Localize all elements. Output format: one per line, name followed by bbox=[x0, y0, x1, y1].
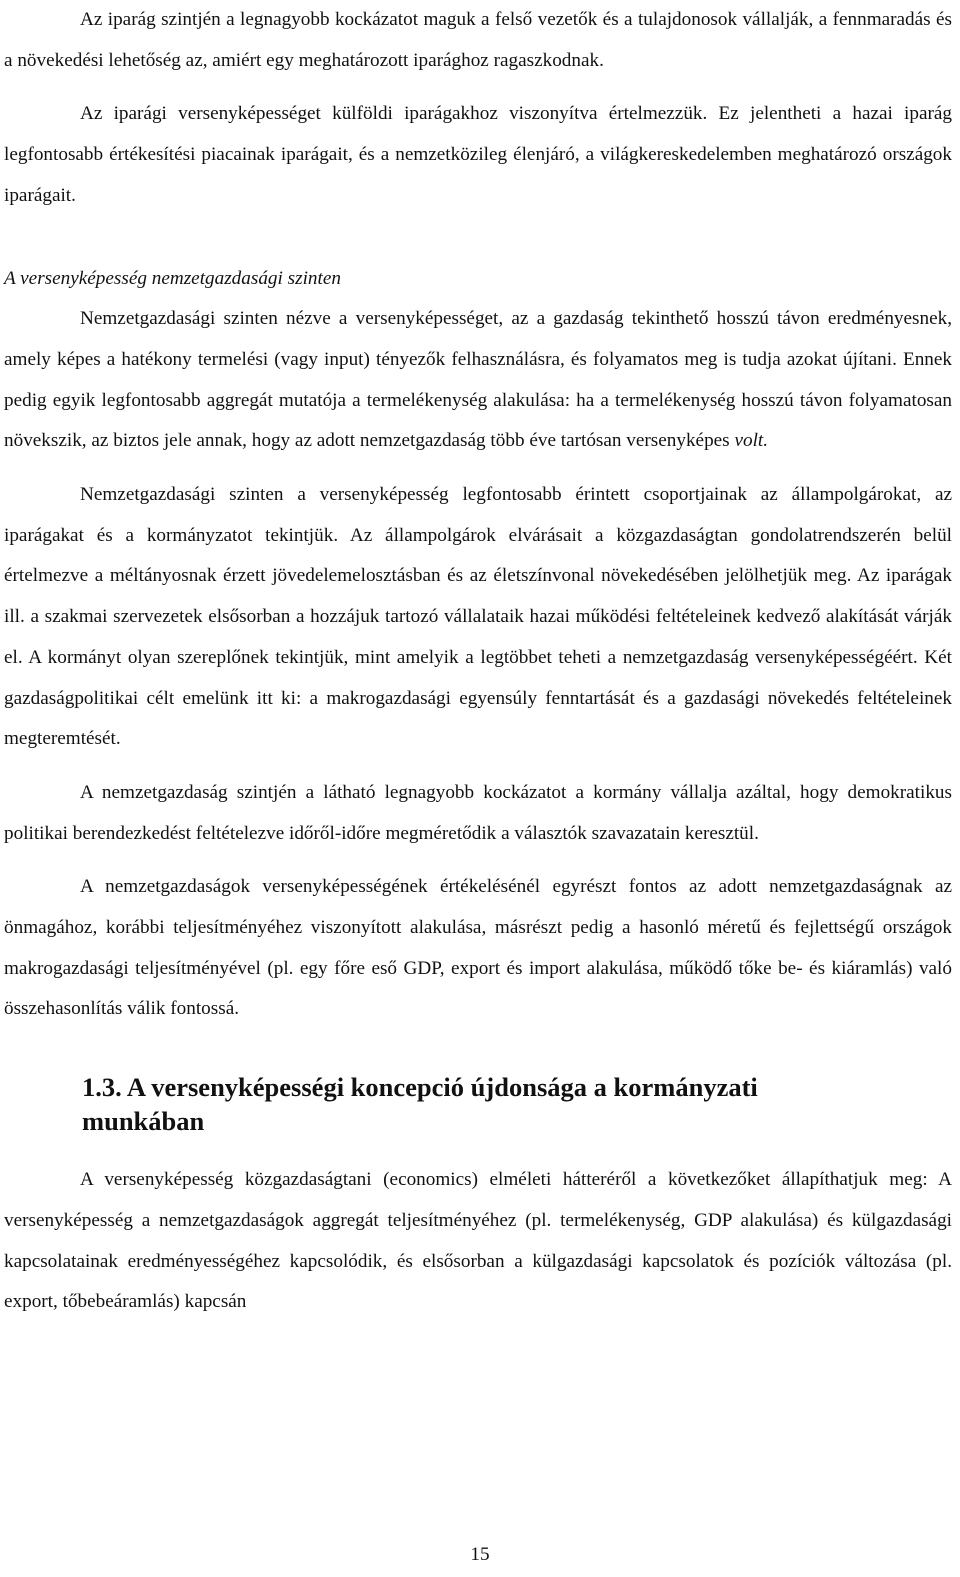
paragraph-national-level-italic: volt. bbox=[734, 430, 769, 452]
subheading-national-level: A versenyképesség nemzetgazdasági szinten bbox=[4, 267, 341, 289]
paragraph-government-risk: A nemzetgazdaság szintjén a látható legnagyobb kockázatot a kormány vállalja azáltal, hogy demokratikus politikai berendezkedést feltételezve időről-időre megméretődik a választók szavazatain keresztül. bbox=[4, 781, 952, 844]
paragraph-theory: A versenyképesség közgazdaságtani (economics) elméleti hátteréről a következőket állapíthatjuk meg: A versenyképesség a nemzetgazdaságok aggregát teljesítményéhez (pl. termelékenység, GDP alakulása) és külgazdasági kapcsolatainak eredményességéhez kapcsolódik, és elsősorban a külgazdasági kapcsolatok és pozíciók változása (pl. export, tőbebeáramlás) kapcsán bbox=[4, 1169, 952, 1313]
paragraph-national-level bbox=[4, 299, 952, 462]
paragraph-national-level-text: Nemzetgazdasági szinten nézve a versenyképességet, az a gazdaság tekinthető hosszú távon eredményesnek, amely képes a hatékony termelési (vagy input) tényezők felhasználásra, és folyamatos meg is tudja azokat újítani. Ennek pedig egyik legfontosabb aggregát mutatója a termelékenység alakulása: ha a termelékenység hosszú távon folyamatosan növekszik, az biztos jele annak, hogy az adott nemzetgazdaság több éve tartósan versenyképes bbox=[4, 308, 952, 452]
paragraph-evaluation: A nemzetgazdaságok versenyképességének értékelésénél egyrészt fontos az adott nemzetgazdaságnak az önmagához, korábbi teljesítményéhez viszonyított alakulása, másrészt pedig a hasonló méretű és fejlettségű országok makrogazdasági teljesítményével (pl. egy főre eső GDP, export és import alakulása, működő tőke be- és kiáramlás) való összehasonlítás válik fontossá. bbox=[4, 876, 952, 1020]
section-number: 1.3. bbox=[82, 1072, 122, 1103]
paragraph-industry-risk: Az iparág szintjén a legnagyobb kockázatot maguk a felső vezetők és a tulajdonosok vállalják, a fennmaradás és a növekedési lehetőség az, amiért egy meghatározott iparághoz ragaszkodnak. bbox=[4, 9, 952, 71]
page-number: 15 bbox=[470, 1544, 490, 1565]
section-heading bbox=[82, 1070, 882, 1138]
document-page bbox=[4, 0, 952, 1323]
paragraph-industry-competitiveness: Az iparági versenyképességet külföldi iparágakhoz viszonyítva értelmezzük. Ez jelentheti a hazai iparág legfontosabb értékesítési piacainak iparágait, és a nemzetközileg élenjáró, a világkereskedelemben meghatározó országok iparágait. bbox=[4, 103, 952, 206]
paragraph-stakeholders: Nemzetgazdasági szinten a versenyképesség legfontosabb érintett csoportjainak az állampolgárokat, az iparágakat és a kormányzatot tekintjük. Az állampolgárok elvárásait a közgazdaságtan gondolatrendszerén belül értelmezve a méltányosnak érzett jövedelemelosztásban és az életszínvonal növekedésében jelölhetjük meg. Az iparágak ill. a szakmai szervezetek elsősorban a hozzájuk tartozó vállalataik hazai működési feltételeinek kedvező alakítását várják el. A kormányt olyan szereplőnek tekintjük, mint amelyik a legtöbbet teheti a nemzetgazdaság versenyképességéért. Két gazdaságpolitikai célt emelünk itt ki: a makrogazdasági egyensúly fenntartását és a gazdasági növekedés feltételeinek megteremtését. bbox=[4, 484, 952, 750]
section-title: A versenyképességi koncepció újdonsága a kormányzati munkában bbox=[82, 1072, 758, 1137]
